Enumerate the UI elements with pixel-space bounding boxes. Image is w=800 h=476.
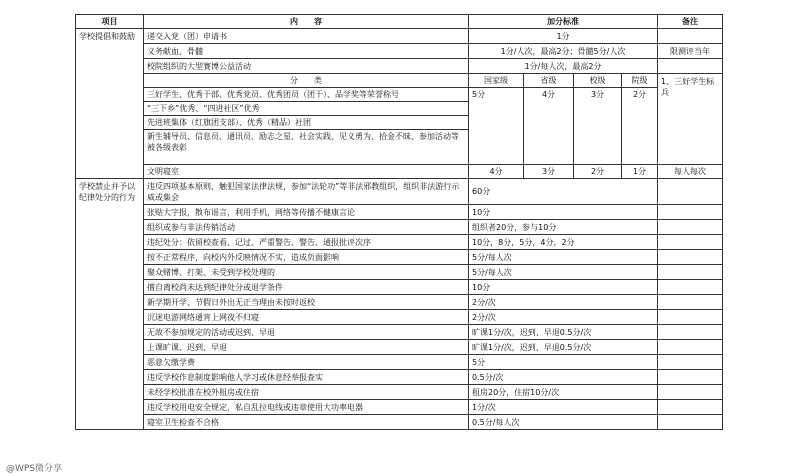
table-row bbox=[76, 385, 723, 400]
row-score: 2分/次 bbox=[469, 295, 658, 310]
row-note bbox=[658, 220, 723, 235]
row-note bbox=[658, 250, 723, 265]
row-content: 递交入党（团）申请书 bbox=[144, 29, 469, 44]
row-score: 5分/每人次 bbox=[469, 265, 658, 280]
level-provincial: 省级 bbox=[524, 74, 574, 88]
row-content: 校院组织的大型赛博公益活动 bbox=[144, 59, 469, 74]
dorm-value: 2分 bbox=[574, 165, 622, 179]
grading-header-row bbox=[76, 74, 723, 88]
row-score: 60分 bbox=[469, 179, 658, 205]
score-table bbox=[75, 14, 723, 430]
row-score: 10分，8分，5分，4分，2分 bbox=[469, 235, 658, 250]
row-score: 5分 bbox=[469, 355, 658, 370]
row-content: 违纪处分：依留校查看、记过、严重警告、警告、通报批评次序 bbox=[144, 235, 469, 250]
table-row bbox=[76, 310, 723, 325]
section-title-encouraged: 学校提倡和鼓励 bbox=[76, 29, 144, 179]
row-content: 违反学校作息制度影响他人学习或休息经举报查实 bbox=[144, 370, 469, 385]
grading-note: 1、三好学生标兵 bbox=[658, 74, 723, 165]
section-title-prohibited: 学校禁止并予以纪律处分的行为 bbox=[76, 179, 144, 430]
row-content: 擅自离校尚未达到纪律处分或退学条件 bbox=[144, 280, 469, 295]
row-score: 旷课1分/次，迟到、早退0.5分/次 bbox=[469, 340, 658, 355]
table-row bbox=[76, 179, 723, 205]
category-label: 分 类 bbox=[144, 74, 469, 88]
row-content: 恶意欠缴学费 bbox=[144, 355, 469, 370]
table-row bbox=[76, 355, 723, 370]
dorm-value: 1分 bbox=[622, 165, 658, 179]
row-note bbox=[658, 355, 723, 370]
level-national: 国家级 bbox=[469, 74, 524, 88]
table-row bbox=[76, 235, 723, 250]
row-content: 无故不参加规定的活动或迟到、早退 bbox=[144, 325, 469, 340]
row-note bbox=[658, 400, 723, 415]
header-score: 加分标准 bbox=[469, 15, 658, 29]
grading-value: 4分 bbox=[524, 88, 574, 165]
table-row bbox=[76, 370, 723, 385]
table-row bbox=[76, 220, 723, 235]
table-row bbox=[76, 340, 723, 355]
dorm-value: 3分 bbox=[524, 165, 574, 179]
row-score: 10分 bbox=[469, 280, 658, 295]
table-row bbox=[76, 29, 723, 44]
row-note bbox=[658, 325, 723, 340]
table-row bbox=[76, 415, 723, 430]
row-note bbox=[658, 370, 723, 385]
table-row bbox=[76, 44, 723, 59]
table-row bbox=[76, 265, 723, 280]
row-score: 1分/人次，最高2分；骨髓5分/人次 bbox=[469, 44, 658, 59]
row-content: 张贴大字报，散布谣言，利用手机，网络等传播不健康言论 bbox=[144, 205, 469, 220]
table-row bbox=[76, 250, 723, 265]
row-content: 义务献血、骨髓 bbox=[144, 44, 469, 59]
row-score: 1分 bbox=[469, 29, 658, 44]
dorm-row bbox=[76, 165, 723, 179]
row-content: 上课旷课、迟到、早退 bbox=[144, 340, 469, 355]
row-content: 组织或参与非法传销活动 bbox=[144, 220, 469, 235]
row-note: 限测评当年 bbox=[658, 44, 723, 59]
row-note bbox=[658, 205, 723, 220]
row-content: 违反四项基本原则，触犯国家法律法规，参加“法轮功”等非法邪教组织，组织非法游行示威或集会 bbox=[144, 179, 469, 205]
row-score: 10分 bbox=[469, 205, 658, 220]
row-note bbox=[658, 280, 723, 295]
table-row bbox=[76, 295, 723, 310]
row-score: 2分/次 bbox=[469, 310, 658, 325]
row-content: 新学期开学、节假日外出无正当理由未按时返校 bbox=[144, 295, 469, 310]
row-note bbox=[658, 265, 723, 280]
level-college: 院级 bbox=[622, 74, 658, 88]
row-score: 旷课1分/次，迟到、早退0.5分/次 bbox=[469, 325, 658, 340]
level-school: 校级 bbox=[574, 74, 622, 88]
row-score: 0.5分/每人次 bbox=[469, 415, 658, 430]
row-note bbox=[658, 29, 723, 44]
table-row bbox=[76, 205, 723, 220]
row-content: 聚众赌博、打架、未受到学校处理的 bbox=[144, 265, 469, 280]
header-project: 项目 bbox=[76, 15, 144, 29]
dorm-content: 文明寝室 bbox=[144, 165, 469, 179]
wps-watermark: @WPS微分享 bbox=[6, 464, 63, 474]
table-row bbox=[76, 280, 723, 295]
table-row bbox=[76, 59, 723, 74]
row-score: 组织者20分，参与10分 bbox=[469, 220, 658, 235]
row-note bbox=[658, 385, 723, 400]
row-note bbox=[658, 295, 723, 310]
grading-value: 3分 bbox=[574, 88, 622, 165]
header-row bbox=[76, 15, 723, 29]
grading-item: 新生辅导员、信息员、通讯员、励志之星、社会实践、见义勇为、拾金不昧、参加活动等被各级表彰 bbox=[147, 132, 459, 152]
grading-item: 三好学生、优秀干部、优秀党员、优秀团员（团干）、品学奖等荣誉称号 bbox=[144, 88, 468, 102]
header-note: 备注 bbox=[658, 15, 723, 29]
grading-items-row bbox=[76, 88, 723, 165]
row-note bbox=[658, 310, 723, 325]
grading-item: 先进班集体（红旗团支部）、优秀（精品）社团 bbox=[144, 116, 468, 130]
row-score: 租房20分，住宿10分/次 bbox=[469, 385, 658, 400]
row-note bbox=[658, 179, 723, 205]
grading-items bbox=[144, 88, 469, 165]
row-content: 沉迷电游网络通宵上网夜不归寝 bbox=[144, 310, 469, 325]
header-content: 内 容 bbox=[144, 15, 469, 29]
grading-value: 2分 bbox=[622, 88, 658, 165]
grading-item: “三下乡”优秀、“四进社区”优秀 bbox=[144, 102, 468, 116]
table-row bbox=[76, 325, 723, 340]
row-score: 1分/每人次，最高2分 bbox=[469, 59, 658, 74]
row-note bbox=[658, 415, 723, 430]
row-content: 按不正常程序，向校内外反映情况不实，造成负面影响 bbox=[144, 250, 469, 265]
row-note bbox=[658, 59, 723, 74]
row-note bbox=[658, 340, 723, 355]
row-note bbox=[658, 235, 723, 250]
row-score: 1分/次 bbox=[469, 400, 658, 415]
table-row bbox=[76, 400, 723, 415]
dorm-value: 4分 bbox=[469, 165, 524, 179]
row-score: 0.5分/次 bbox=[469, 370, 658, 385]
row-content: 寝室卫生检查不合格 bbox=[144, 415, 469, 430]
row-content: 未经学校批准在校外租房或住宿 bbox=[144, 385, 469, 400]
row-content: 违反学校用电安全规定，私自乱拉电线或违章使用大功率电器 bbox=[144, 400, 469, 415]
dorm-note: 每人每次 bbox=[658, 165, 723, 179]
row-score: 5分/每人次 bbox=[469, 250, 658, 265]
grading-value: 5分 bbox=[469, 88, 524, 165]
